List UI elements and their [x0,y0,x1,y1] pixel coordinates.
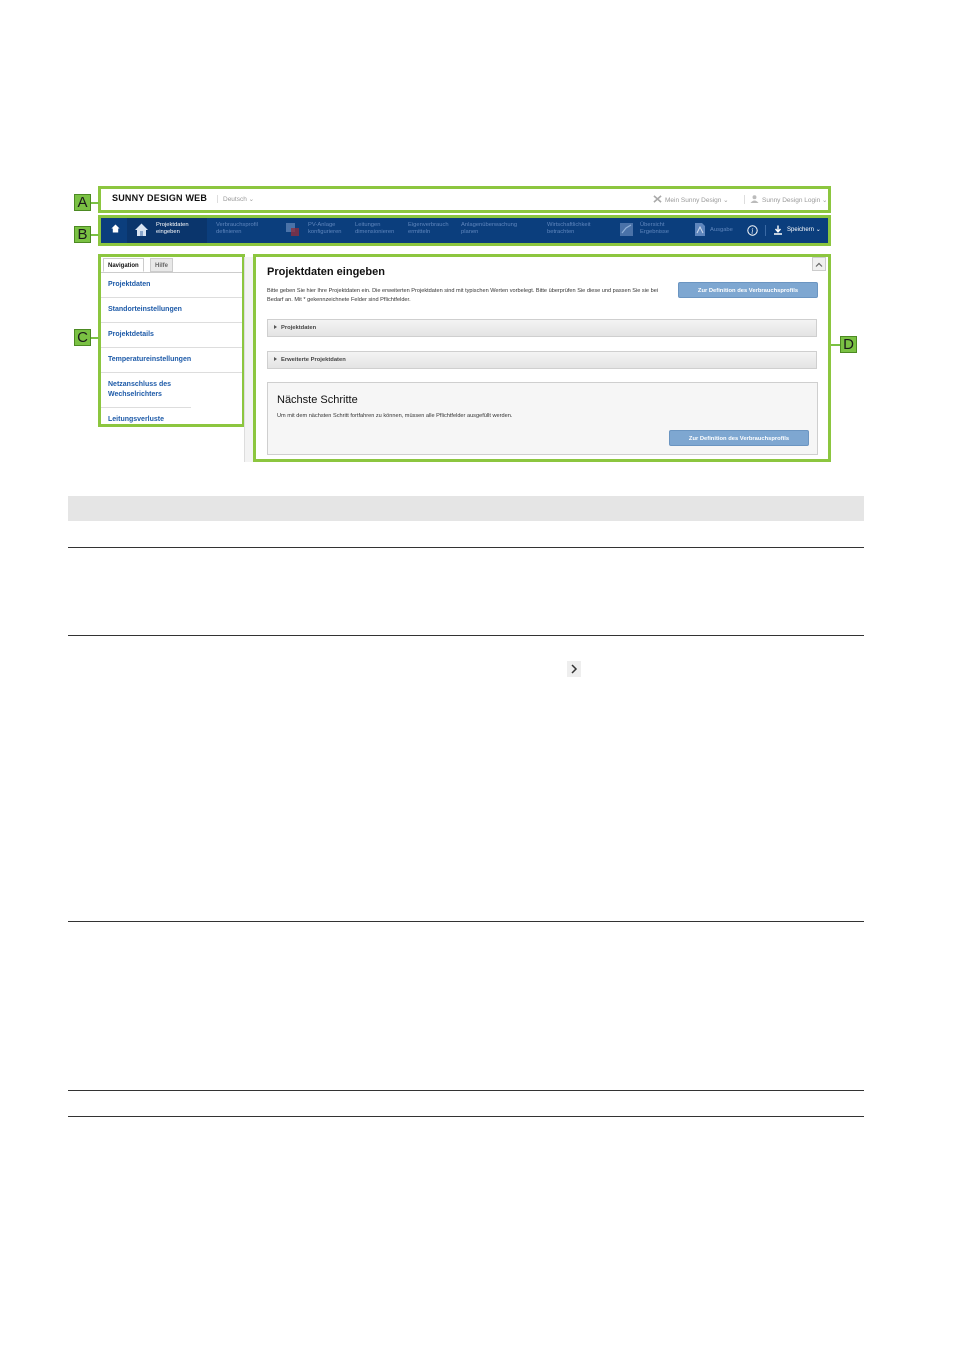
leader-b [91,234,99,236]
nav-item-cable-losses[interactable]: Leitungsverluste [108,416,165,423]
chevron-right-icon [567,661,581,677]
tab-help[interactable]: Hilfe [150,258,173,272]
table-rule [68,547,864,548]
main-content-panel [256,257,828,459]
pv-system-icon [285,222,300,237]
step-results[interactable]: Übersicht Ergebnisse [640,222,670,235]
left-navigation-panel [101,257,242,424]
leader-c [91,337,99,339]
nav-item-project-data[interactable]: Projektdaten [101,273,242,298]
table-rule [68,921,864,922]
table-rule [68,1116,864,1117]
tools-icon [653,195,662,203]
step-project-data[interactable]: Projektdaten eingeben [156,222,189,235]
page-title: Projektdaten eingeben [267,266,385,278]
step-navigation-bar [101,218,828,243]
chevron-up-icon [813,259,825,271]
results-overview-icon [619,222,634,237]
home-icon[interactable] [111,224,120,233]
user-icon [750,195,759,203]
login-menu[interactable]: Sunny Design Login ⌄ [744,195,827,204]
nav-item-temperature-settings[interactable]: Temperatureinstellungen [101,348,242,373]
step-self-consumption[interactable]: Eigenverbrauch ermitteln [408,222,449,235]
step-output[interactable]: Ausgabe [710,227,733,233]
nav-item-project-details[interactable]: Projektdetails [101,323,242,348]
brand-logo: SUNNY DESIGN WEB [112,193,208,203]
nav-separator [765,225,766,236]
next-steps-box [267,382,818,455]
collapse-button[interactable] [812,257,826,271]
leader-a [91,202,99,204]
accordion-project-data[interactable]: Projektdaten [267,319,817,337]
table-header-row [68,496,864,521]
next-steps-text: Um mit dem nächsten Schritt fortfahren zu können, müssen alle Pflichtfelder ausgefüllt werden. [277,413,513,419]
next-steps-title: Nächste Schritte [277,394,358,406]
table-rule [68,1090,864,1091]
step-pv-system[interactable]: PV-Anlage konfigurieren [308,222,342,235]
download-icon [773,225,783,235]
app-header [101,189,828,210]
house-step-icon [134,222,149,237]
go-to-consumption-profile-button-top[interactable]: Zur Definition des Verbrauchsprofils [678,282,818,298]
section-nav-list [101,272,242,432]
step-consumption-profile[interactable]: Verbrauchsprofil definieren [216,222,258,235]
expand-triangle-icon [274,325,277,329]
intro-text: Bitte geben Sie hier Ihre Projektdaten ein. Die erweiterten Projektdaten sind mit typischen Werten vorbelegt. Bitte überprüfen Sie diese und passen Sie sie bei Bedarf an. Mit * gekennzeichnete Felder sind Pflichtfelder. [267,288,659,303]
marker-b: B [74,226,91,243]
expand-triangle-icon [274,357,277,361]
marker-c: C [74,329,91,346]
my-sunny-design-menu[interactable]: Mein Sunny Design ⌄ [653,195,729,204]
nav-item-grid-connection[interactable]: Netzanschluss des Wechselrichters [101,373,191,408]
info-icon[interactable] [747,225,758,236]
save-button[interactable]: Speichern ⌄ [787,227,821,233]
table-rule [68,635,864,636]
panel-gutter [245,257,253,462]
step-cables[interactable]: Leitungen dimensionieren [355,222,395,235]
marker-a: A [74,194,91,211]
step-monitoring[interactable]: Anlagenüberwachung planen [461,222,518,235]
svg-text:i: i [751,227,754,236]
language-selector[interactable]: Deutsch ⌄ [217,195,254,203]
leader-d [831,344,840,346]
nav-item-location-settings[interactable]: Standorteinstellungen [101,298,242,323]
accordion-extended-project-data[interactable]: Erweiterte Projektdaten [267,351,817,369]
output-document-icon [692,222,707,237]
tab-navigation[interactable]: Navigation [103,258,144,272]
go-to-consumption-profile-button[interactable]: Zur Definition des Verbrauchsprofils [669,430,809,446]
marker-d: D [840,336,857,353]
step-profitability[interactable]: Wirtschaftlichkeit betrachten [547,222,591,235]
